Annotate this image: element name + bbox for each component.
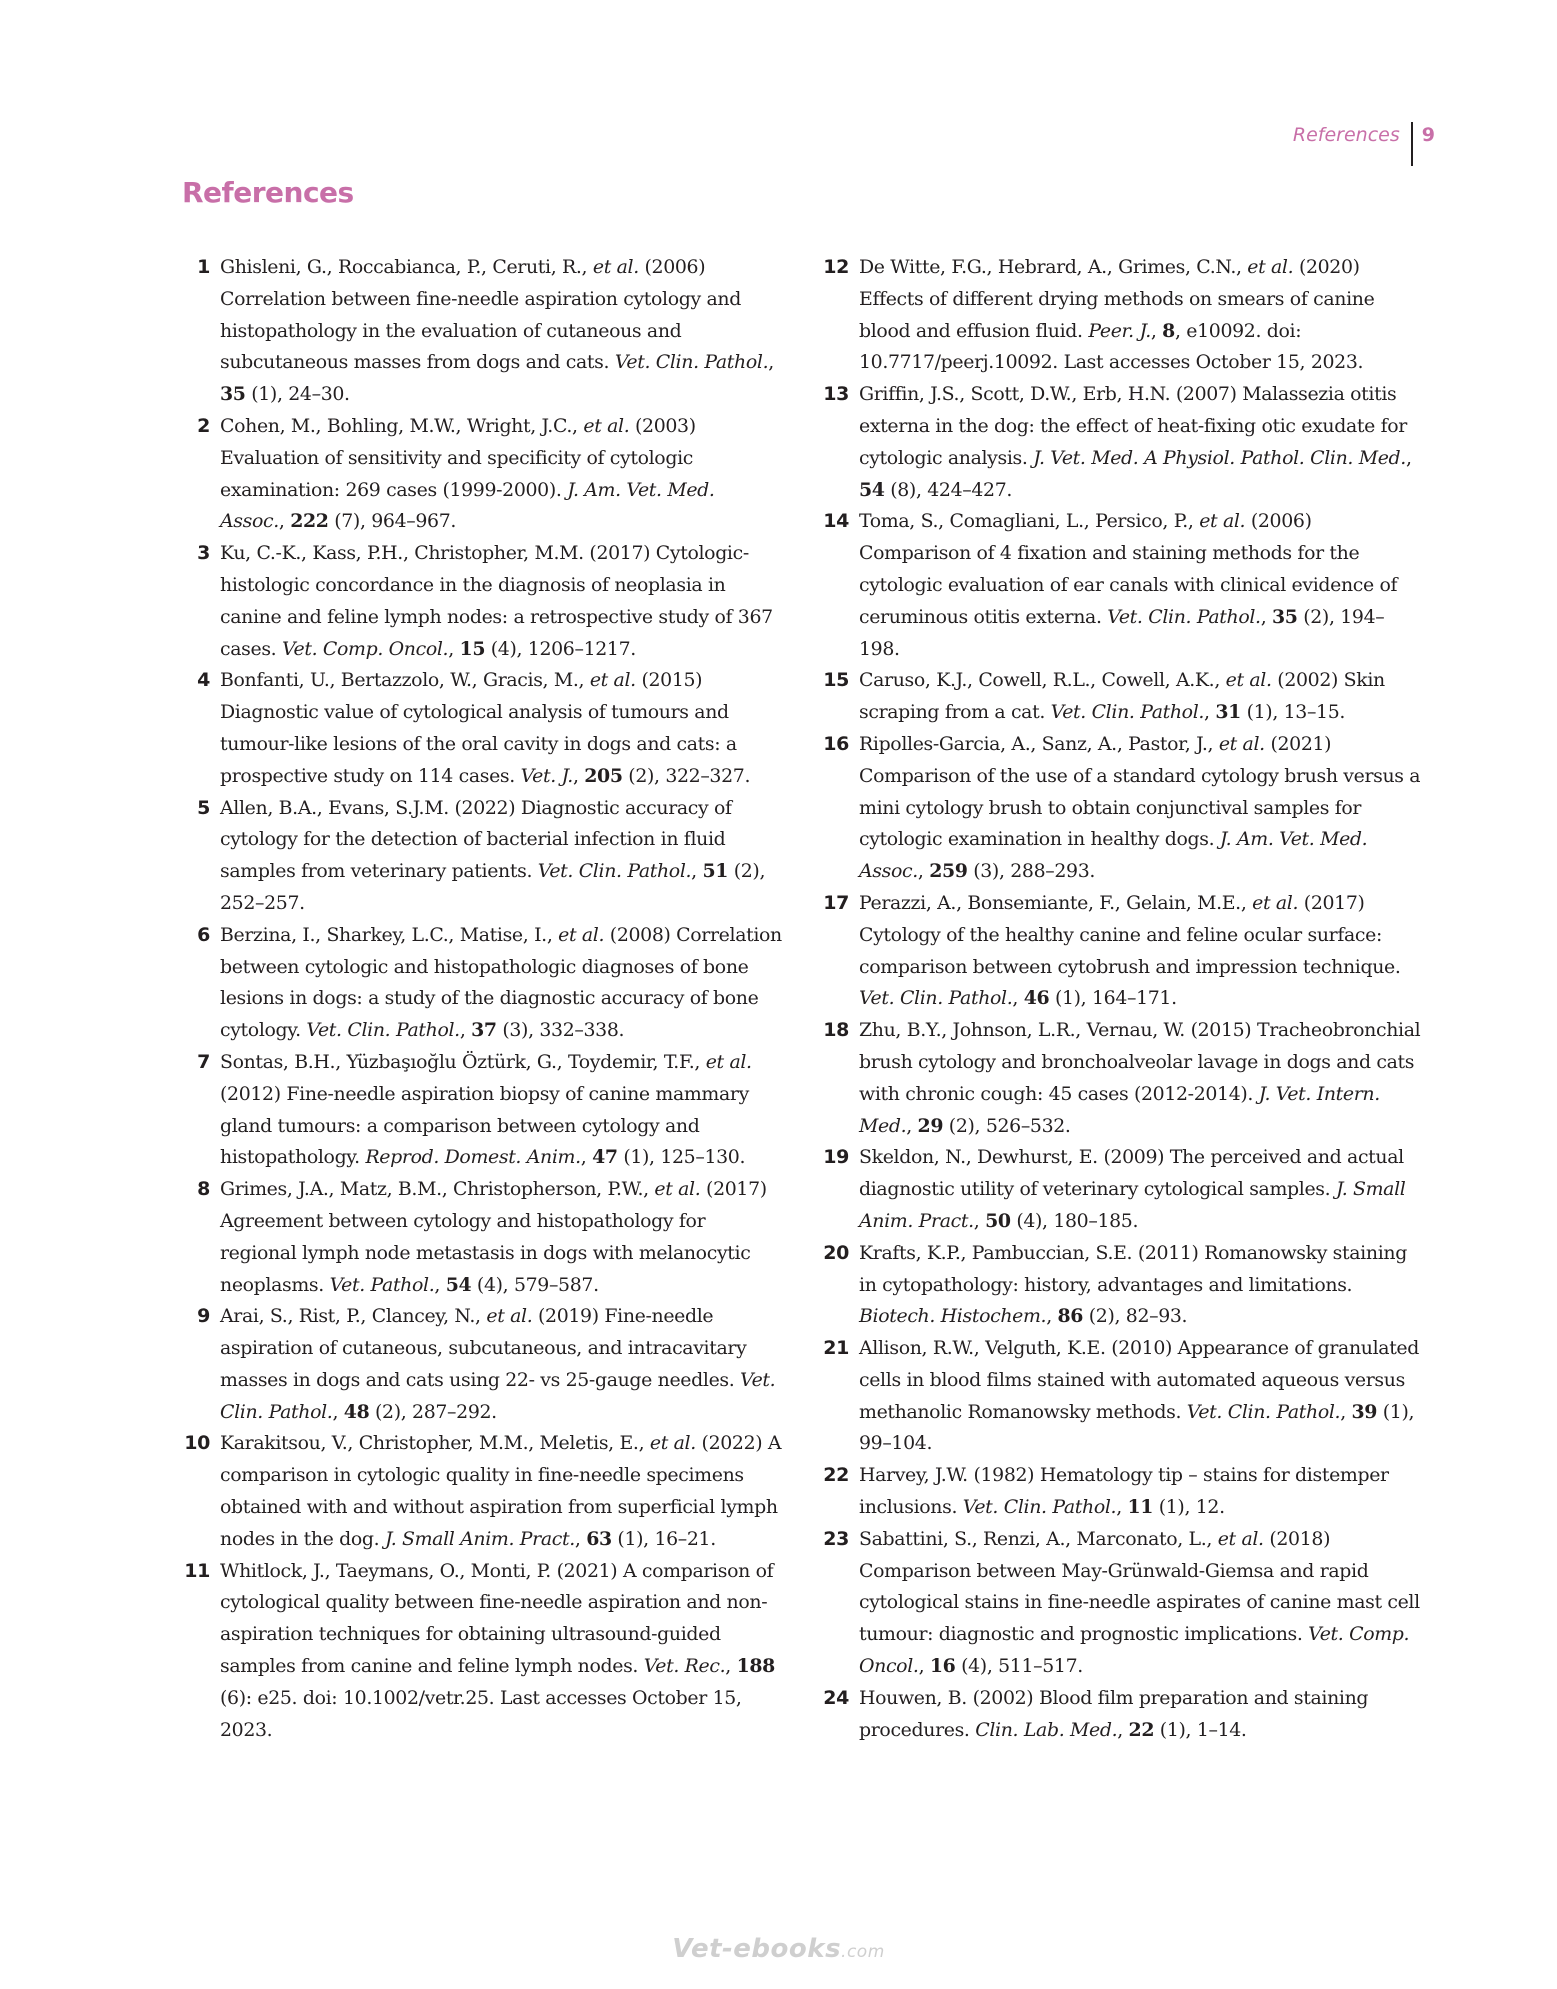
reference-text: Krafts, K.P., Pambuccian, S.E. (2011) Romanowsky staining in cytopathology: history, advantages and limitations. <box>859 1241 1407 1296</box>
reference-text: Sontas, B.H., Yüzbaşıoğlu Öztürk, G., Toydemir, T.F., <box>220 1050 706 1073</box>
reference-text: (2), 82–93. <box>1083 1305 1188 1328</box>
reference-text: , <box>580 1146 593 1169</box>
reference-text: (1), 16–21. <box>611 1527 716 1550</box>
reference-volume: 8 <box>1162 319 1175 342</box>
reference-text: Ripolles-Garcia, A., Sanz, A., Pastor, J., <box>859 732 1219 755</box>
reference-text: (6): e25. doi: 10.1002/vetr.25. Last accesses October 15, 2023. <box>220 1686 742 1741</box>
reference-italic-text: et al. <box>1252 891 1299 914</box>
reference-text: Skeldon, N., Dewhurst, E. (2009) The perceived and actual diagnostic utility of veterinary cytological samples. <box>859 1146 1404 1201</box>
reference-number: 4 <box>197 669 210 692</box>
reference-text: , <box>1012 987 1024 1010</box>
reference-text: , <box>1046 1305 1058 1328</box>
reference-text: Griffin, J.S., Scott, D.W., Erb, H.N. (2007) Malassezia otitis externa in the dog: the effect of heat-fixing otic exudate for cytologic analysis. <box>859 383 1407 469</box>
reference-text: Zhu, B.Y., Johnson, L.R., Vernau, W. (2015) Tracheobronchial brush cytology and bronchoalveolar lavage in dogs and cats with chronic cough: 45 cases (2012-2014). <box>859 1019 1421 1105</box>
reference-text: Berzina, I., Sharkey, L.C., Matise, I., <box>220 923 559 946</box>
reference-number: 1 <box>197 256 210 278</box>
reference-text: Allison, R.W., Velguth, K.E. (2010) Appearance of granulated cells in blood films stained with automated aqueous versus methanolic Romanowsky methods. <box>859 1337 1420 1423</box>
reference-italic-text: et al. <box>1217 1527 1264 1550</box>
reference-italic-text: et al. <box>589 669 636 692</box>
reference-text: , <box>725 1655 737 1678</box>
reference-italic-text: J. Am. Vet. Med. Assoc. <box>859 828 1368 883</box>
reference-text: Bonfanti, U., Bertazzolo, W., Gracis, M., <box>220 669 590 692</box>
reference-text: (2006) Correlation between fine-needle aspiration cytology and histopathology in the evaluation of cutaneous and subcutaneous masses from dogs and cats. <box>220 256 741 374</box>
reference-text: (2019) Fine-needle aspiration of cutaneous, subcutaneous, and intracavitary masses in dogs and cats using 22- vs 25-gauge needles. <box>220 1305 747 1391</box>
reference-text: (2006) Comparison of 4 fixation and staining methods for the cytologic evaluation of ear canals with clinical evidence of ceruminous otitis externa. <box>859 510 1398 628</box>
reference-text: (2), 526–532. <box>943 1114 1071 1137</box>
reference-item <box>182 665 782 792</box>
reference-italic-text: Vet. J. <box>520 764 573 787</box>
reference-volume: 22 <box>1128 1718 1155 1741</box>
reference-italic-text: Vet. Clin. Pathol. <box>1107 605 1261 628</box>
reference-number: 8 <box>197 1178 210 1201</box>
reference-number: 3 <box>197 542 210 565</box>
reference-text: , <box>332 1400 344 1423</box>
section-title: References <box>182 176 354 209</box>
reference-italic-text: Vet. Clin. Pathol. <box>962 1496 1117 1519</box>
reference-text: (1), 12. <box>1153 1496 1225 1519</box>
reference-item <box>821 506 1421 665</box>
reference-volume: 222 <box>290 510 329 533</box>
reference-number: 5 <box>197 796 210 819</box>
reference-item <box>182 1428 782 1555</box>
reference-text: (3), 288–293. <box>967 860 1096 883</box>
reference-volume: 39 <box>1351 1400 1378 1423</box>
reference-item <box>821 665 1421 729</box>
references-column-left <box>182 252 782 1746</box>
reference-italic-text: Vet. Clin. Pathol. <box>220 1368 776 1423</box>
reference-text: , <box>448 637 460 660</box>
reference-text: (1), 24–30. <box>245 383 350 406</box>
reference-text: (2020) Effects of different drying methods on smears of canine blood and effusion fluid. <box>859 256 1375 342</box>
reference-volume: 37 <box>471 1019 497 1042</box>
reference-text: Sabattini, S., Renzi, A., Marconato, L., <box>859 1527 1218 1550</box>
reference-item <box>182 538 782 665</box>
reference-text: Houwen, B. (2002) Blood film preparation and staining procedures. <box>859 1686 1369 1741</box>
reference-text: (2018) Comparison between May-Grünwald-Giemsa and rapid cytological stains in fine-needle aspirates of canine mast cell tumour: diagnostic and prognostic implications. <box>859 1527 1420 1646</box>
reference-text: (2), 194–198. <box>859 605 1385 660</box>
reference-text: , <box>459 1019 472 1042</box>
reference-number: 10 <box>184 1432 210 1455</box>
reference-text: (4), 1206–1217. <box>485 637 636 660</box>
reference-number: 16 <box>823 732 849 755</box>
reference-text: , <box>1260 605 1272 628</box>
reference-text: (2012) Fine-needle aspiration biopsy of canine mammary gland tumours: a comparison between cytology and histopathology. <box>220 1082 749 1169</box>
reference-text: Harvey, J.W. (1982) Hematology tip – stains for distemper inclusions. <box>859 1464 1389 1519</box>
reference-number: 14 <box>823 510 849 533</box>
reference-text: (1), 13–15. <box>1240 701 1346 724</box>
reference-volume: 46 <box>1023 987 1050 1010</box>
reference-text: (2), 252–257. <box>220 860 766 914</box>
reference-text: (1), 99–104. <box>859 1400 1415 1455</box>
reference-text: Ku, C.-K., Kass, P.H., Christopher, M.M. (2017) Cytologic-histologic concordance in the diagnosis of neoplasia in canine and feline lymph nodes: a retrospective study of 367 cases. <box>220 542 773 660</box>
watermark-suffix: .com <box>841 1942 885 1962</box>
reference-item <box>821 1683 1421 1747</box>
reference-text: , <box>278 510 291 533</box>
reference-text: (2), 287–292. <box>369 1400 497 1423</box>
reference-italic-text: et al. <box>1247 256 1294 278</box>
reference-item <box>182 1301 782 1428</box>
reference-volume: 29 <box>917 1114 944 1137</box>
reference-item <box>821 252 1421 379</box>
reference-italic-text: et al. <box>1218 732 1265 755</box>
reference-item <box>182 252 782 411</box>
reference-item <box>182 1174 782 1301</box>
reference-number: 7 <box>197 1050 210 1073</box>
reference-volume: 259 <box>929 860 968 883</box>
reference-number: 17 <box>823 891 849 914</box>
reference-text: (2008) Correlation between cytologic and histopathologic diagnoses of bone lesions in dogs: a study of the diagnostic accuracy of bone cytology. <box>220 923 782 1042</box>
reference-number: 22 <box>823 1464 849 1487</box>
reference-italic-text: et al. <box>1199 510 1246 533</box>
reference-volume: 54 <box>445 1273 472 1296</box>
reference-italic-text: Vet. Comp. Oncol. <box>281 637 449 660</box>
reference-item <box>821 1015 1421 1142</box>
reference-text: , e10092. doi: 10.7717/peerj.10092. Last accesses October 15, 2023. <box>859 319 1364 374</box>
reference-item <box>182 793 782 920</box>
reference-text: (8), 424–427. <box>884 478 1013 501</box>
reference-text: (2015) Diagnostic value of cytological analysis of tumours and tumour-like lesions of the oral cavity in dogs and cats: a prospective study on 114 cases. <box>220 669 737 787</box>
reference-italic-text: Vet. Clin. Pathol. <box>859 987 1013 1010</box>
reference-text: (2002) Skin scraping from a cat. <box>859 669 1385 724</box>
reference-item <box>182 411 782 538</box>
reference-italic-text: J. Vet. Med. A Physiol. Pathol. Clin. Med. <box>1033 446 1406 469</box>
reference-number: 11 <box>184 1559 210 1582</box>
reference-italic-text: et al. <box>486 1305 533 1328</box>
reference-italic-text: Vet. Clin. Pathol. <box>306 1019 460 1042</box>
reference-text: Cohen, M., Bohling, M.W., Wright, J.C., <box>220 414 584 437</box>
reference-text: Ghisleni, G., Roccabianca, P., Ceruti, R., <box>220 256 593 278</box>
reference-item <box>821 1142 1421 1237</box>
reference-number: 24 <box>823 1686 849 1709</box>
reference-text: , <box>1405 446 1412 469</box>
reference-number: 20 <box>823 1241 849 1264</box>
reference-italic-text: J. Am. Vet. Med. Assoc. <box>220 478 715 533</box>
reference-volume: 16 <box>929 1655 956 1678</box>
reference-italic-text: Vet. Clin. Pathol. <box>537 860 692 883</box>
reference-italic-text: Clin. Lab. Med. <box>975 1718 1118 1741</box>
reference-text: (2), 322–327. <box>622 764 751 787</box>
reference-text: (7), 964–967. <box>328 510 457 533</box>
reference-item <box>821 729 1421 888</box>
reference-volume: 48 <box>343 1400 370 1423</box>
reference-italic-text: Vet. Rec. <box>643 1655 726 1678</box>
reference-text: , <box>434 1273 446 1296</box>
references-column-right <box>821 252 1421 1746</box>
reference-text: Karakitsou, V., Christopher, M.M., Meletis, E., <box>220 1432 650 1455</box>
reference-italic-text: J. Small Anim. Pract. <box>859 1178 1406 1232</box>
reference-text: , <box>906 1114 918 1137</box>
reference-text: , <box>1204 701 1216 724</box>
reference-italic-text: et al. <box>654 1178 701 1201</box>
reference-italic-text: Vet. Clin. Pathol. <box>1050 701 1205 724</box>
reference-text: , <box>1340 1400 1352 1423</box>
watermark-main: Vet-ebooks <box>672 1934 842 1964</box>
reference-number: 2 <box>197 414 210 437</box>
reference-item <box>821 1524 1421 1683</box>
reference-text: (4), 180–185. <box>1010 1209 1139 1232</box>
reference-text: , <box>1150 319 1163 342</box>
reference-text: (2017) Agreement between cytology and histopathology for regional lymph node metastasis in dogs with melanocytic neoplasms. <box>220 1178 767 1296</box>
reference-volume: 63 <box>586 1527 612 1550</box>
reference-text: , <box>574 1527 587 1550</box>
reference-text: (2017) Cytology of the healthy canine and feline ocular surface: comparison between cytobrush and impression technique. <box>859 891 1401 978</box>
reference-number: 9 <box>197 1305 210 1328</box>
reference-volume: 31 <box>1215 701 1241 724</box>
reference-volume: 50 <box>985 1209 1011 1232</box>
reference-item <box>821 1238 1421 1333</box>
reference-text: (4), 579–587. <box>471 1273 599 1296</box>
reference-number: 12 <box>823 256 849 278</box>
reference-number: 21 <box>823 1337 849 1360</box>
reference-text: (2022) A comparison in cytologic quality in fine-needle specimens obtained with and without aspiration from superficial lymph nodes in the dog. <box>220 1432 782 1550</box>
reference-italic-text: Biotech. Histochem. <box>859 1305 1047 1328</box>
reference-number: 19 <box>823 1146 849 1169</box>
reference-volume: 35 <box>220 383 246 406</box>
reference-text: , <box>691 860 703 883</box>
reference-text: , <box>1116 1496 1128 1519</box>
reference-italic-text: et al. <box>583 414 630 437</box>
reference-text: , <box>917 860 930 883</box>
reference-text: , <box>1117 1718 1129 1741</box>
reference-italic-text: et al. <box>649 1432 696 1455</box>
reference-italic-text: et al. <box>1225 669 1272 692</box>
reference-volume: 47 <box>592 1146 618 1169</box>
reference-text: Arai, S., Rist, P., Clancey, N., <box>220 1305 487 1328</box>
reference-volume: 51 <box>702 860 729 883</box>
watermark-logo <box>0 1934 1557 1964</box>
reference-volume: 15 <box>459 637 486 660</box>
reference-item <box>182 1047 782 1174</box>
reference-text: (1), 164–171. <box>1049 987 1177 1010</box>
reference-text: , <box>973 1209 986 1232</box>
reference-text: Toma, S., Comagliani, L., Persico, P., <box>859 510 1200 533</box>
reference-number: 13 <box>823 383 849 406</box>
reference-number: 6 <box>197 923 210 946</box>
reference-volume: 54 <box>859 478 885 501</box>
reference-number: 15 <box>823 669 849 692</box>
reference-italic-text: J. Small Anim. Pract. <box>384 1527 575 1550</box>
reference-italic-text: et al. <box>592 256 639 278</box>
reference-text: (4), 511–517. <box>955 1655 1083 1678</box>
reference-text: (3), 332–338. <box>496 1019 625 1042</box>
reference-text: (1), 1–14. <box>1154 1718 1247 1741</box>
reference-item <box>821 1333 1421 1460</box>
reference-italic-text: Peer. J. <box>1088 319 1151 342</box>
page-number: 9 <box>1421 124 1435 146</box>
reference-text: (1), 125–130. <box>617 1146 746 1169</box>
reference-number: 23 <box>823 1527 849 1550</box>
reference-volume: 205 <box>584 764 623 787</box>
reference-number: 18 <box>823 1019 849 1042</box>
reference-italic-text: et al. <box>558 923 605 946</box>
reference-item <box>821 379 1421 506</box>
reference-text: Whitlock, J., Taeymans, O., Monti, P. (2021) A comparison of cytological quality between fine-needle aspiration and non-aspiration techniques for obtaining ultrasound-guided samples from canine and feline lymph nodes. <box>220 1559 774 1678</box>
reference-volume: 188 <box>736 1655 775 1678</box>
reference-text: , <box>918 1655 930 1678</box>
reference-item <box>182 1556 782 1747</box>
reference-text: Allen, B.A., Evans, S.J.M. (2022) Diagnostic accuracy of cytology for the detection of bacterial infection in fluid samples from veterinary patients. <box>220 796 732 883</box>
reference-italic-text: Vet. Clin. Pathol. <box>1186 1400 1341 1423</box>
reference-text: Perazzi, A., Bonsemiante, F., Gelain, M.E., <box>859 891 1253 914</box>
reference-italic-text: et al. <box>705 1050 752 1073</box>
reference-text: (2021) Comparison of the use of a standard cytology brush versus a mini cytology brush to obtain conjunctival samples for cytologic examination in healthy dogs. <box>859 732 1421 851</box>
reference-italic-text: Vet. Comp. Oncol. <box>859 1623 1410 1678</box>
reference-italic-text: Vet. Clin. Pathol. <box>614 351 769 374</box>
reference-item <box>182 920 782 1047</box>
reference-volume: 35 <box>1272 605 1298 628</box>
reference-text: De Witte, F.G., Hebrard, A., Grimes, C.N., <box>859 256 1248 278</box>
reference-text: (2003) Evaluation of sensitivity and specificity of cytologic examination: 269 cases (1999-2000). <box>220 414 696 501</box>
reference-volume: 86 <box>1057 1305 1084 1328</box>
reference-italic-text: Vet. Pathol. <box>329 1273 435 1296</box>
reference-item <box>821 888 1421 1015</box>
reference-item <box>821 1460 1421 1524</box>
reference-italic-text: J. Vet. Intern. Med. <box>859 1082 1380 1137</box>
running-head <box>1293 120 1435 166</box>
reference-text: Caruso, K.J., Cowell, R.L., Cowell, A.K., <box>859 669 1226 692</box>
reference-text: , <box>768 351 774 374</box>
reference-text: , <box>572 764 585 787</box>
reference-italic-text: Reprod. Domest. Anim. <box>365 1146 581 1169</box>
reference-volume: 11 <box>1127 1496 1154 1519</box>
running-title: References <box>1292 124 1400 146</box>
reference-text: Grimes, J.A., Matz, B.M., Christopherson, P.W., <box>220 1178 655 1201</box>
